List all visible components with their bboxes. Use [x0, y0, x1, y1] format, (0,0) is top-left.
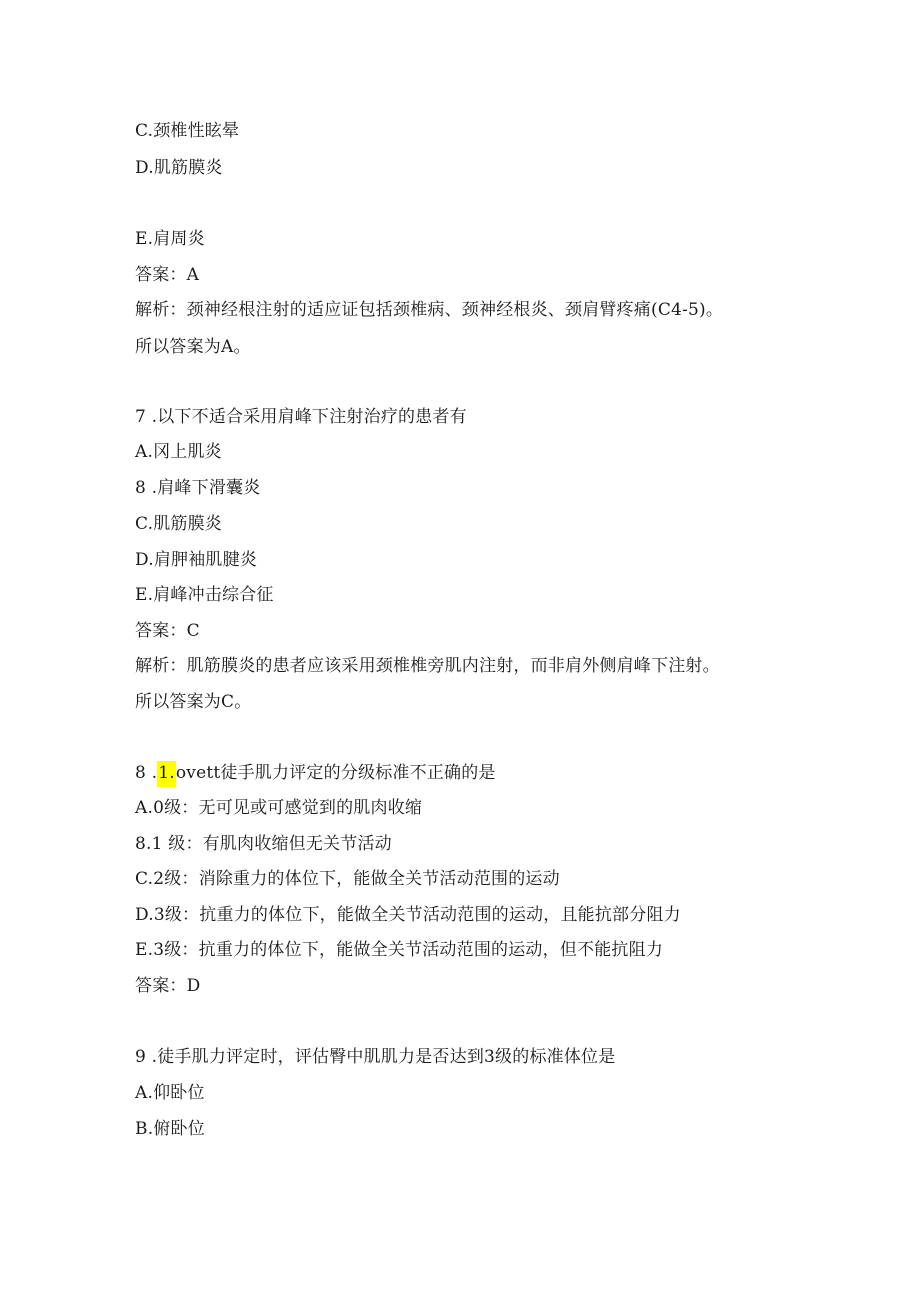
highlighted-text: 1.: [157, 761, 176, 787]
option-b-q7: 8 .肩峰下滑囊炎: [135, 478, 261, 498]
option-c-q7: C.肌筋膜炎: [135, 514, 223, 534]
answer-q8: 答案：D: [135, 976, 201, 996]
option-c-q8: C.2级：消除重力的体位下，能做全关节活动范围的运动: [135, 869, 560, 889]
explanation-q6-conclusion: 所以答案为A。: [135, 337, 251, 357]
question-8-text: ovett徒手肌力评定的分级标准不正确的是: [175, 763, 496, 783]
option-e-q7: E.肩峰冲击综合征: [135, 585, 274, 605]
answer-q7: 答案：C: [135, 621, 200, 641]
option-e-q6: E.肩周炎: [135, 229, 205, 249]
answer-q6: 答案：A: [135, 265, 200, 285]
option-d-q7: D.肩胛袖肌腱炎: [135, 550, 258, 570]
option-c-q6: C.颈椎性眩晕: [135, 121, 240, 141]
option-a-q7: A.冈上肌炎: [135, 442, 222, 462]
option-a-q9: A.仰卧位: [135, 1083, 205, 1103]
option-a-q8: A.0级：无可见或可感觉到的肌肉收缩: [135, 798, 423, 818]
question-8-number: 8 .: [135, 763, 158, 783]
option-e-q8: E.3级：抗重力的体位下，能做全关节活动范围的运动，但不能抗阻力: [135, 940, 664, 960]
explanation-q7-conclusion: 所以答案为C。: [135, 692, 252, 712]
option-b-q8: 8.1 级：有肌肉收缩但无关节活动: [135, 834, 392, 854]
option-d-q6: D.肌筋膜炎: [135, 158, 223, 178]
explanation-q7: 解析：肌筋膜炎的患者应该采用颈椎椎旁肌内注射，而非肩外侧肩峰下注射。: [135, 656, 720, 676]
option-b-q9: B.俯卧位: [135, 1119, 205, 1139]
option-d-q8: D.3级：抗重力的体位下，能做全关节活动范围的运动，且能抗部分阻力: [135, 905, 681, 925]
question-9: 9 .徒手肌力评定时，评估臀中肌肌力是否达到3级的标准体位是: [135, 1047, 616, 1067]
question-7: 7 .以下不适合采用肩峰下注射治疗的患者有: [135, 407, 467, 427]
explanation-q6: 解析：颈神经根注射的适应证包括颈椎病、颈神经根炎、颈肩臂疼痛(C4-5)。: [135, 300, 724, 320]
question-8: [135, 762, 496, 784]
